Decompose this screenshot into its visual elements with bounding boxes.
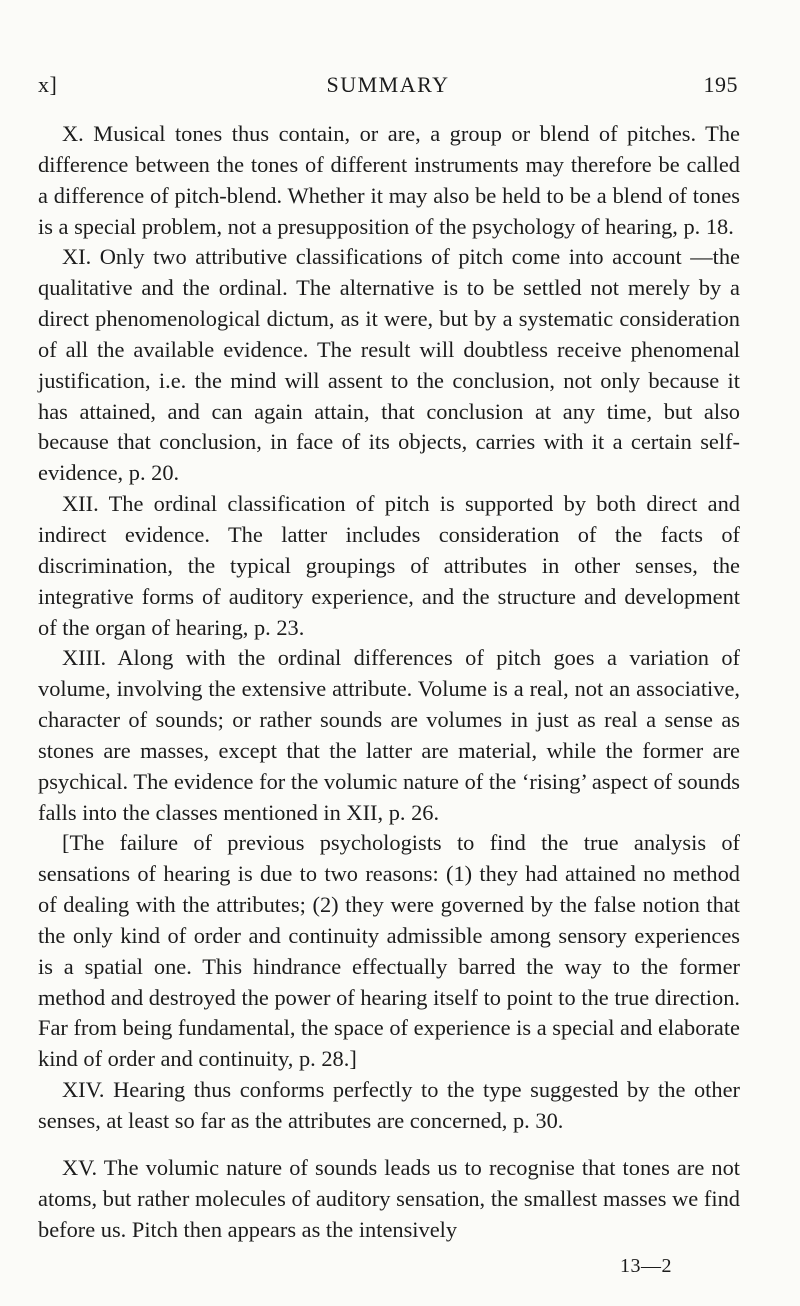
paragraph-bracketed-note: [The failure of previous psychologists to find the true analysis of sensations of hearing is due to two reasons: (1) they had attained no method of dealing with the attributes; (2) they were governed by the false notion that the only kind of order and continuity admissible among sensory experiences is a spatial one. This hindrance effectually barred the way to the former method and destroyed the power of hearing itself to point to the true direction. Far from being fundamental, the space of experience is a special and elaborate kind of order and continuity, p. 28.]: [38, 830, 740, 1072]
printer-signature-mark: 13—2: [620, 1255, 672, 1277]
running-title: SUMMARY: [326, 72, 450, 97]
paragraph-x: X. Musical tones thus contain, or are, a group or blend of pitches. The difference between the tones of different instruments may therefore be called a difference of pitch-blend. Whether it may also be held to be a blend of tones is a special problem, not a presupposition of the psychology of hearing, p. 18.: [38, 121, 740, 239]
page-number: 195: [703, 72, 738, 97]
paragraph-xiv: XIV. Hearing thus conforms perfectly to the type suggested by the other senses, at least so far as the attributes are concerned, p. 30.: [38, 1077, 740, 1133]
summary-text: [38, 119, 740, 1245]
paragraph-xii: XII. The ordinal classification of pitch is supported by both direct and indirect evidence. The latter includes consideration of the facts of discrimination, the typical groupings of attributes in other senses, the integrative forms of auditory experience, and the structure and development of the organ of hearing, p. 23.: [38, 491, 740, 640]
paragraph-xiii: XIII. Along with the ordinal differences of pitch goes a variation of volume, involving the extensive attribute. Volume is a real, not an associative, character of sounds; or rather sounds are volumes in just as real a sense as stones are masses, except that the latter are material, while the former are psychical. The evidence for the volumic nature of the ‘rising’ aspect of sounds falls into the classes mentioned in XII, p. 26.: [38, 645, 740, 825]
paragraph-xv: XV. The volumic nature of sounds leads us to recognise that tones are not atoms, but rather molecules of auditory sensation, the smallest masses we find before us. Pitch then appears as the intensively: [38, 1154, 740, 1242]
running-header: [38, 72, 738, 102]
chapter-marker: x]: [38, 72, 58, 97]
paragraph-xi: XI. Only two attributive classifications of pitch come into account —the qualitative and the ordinal. The alternative is to be settled not merely by a direct phenomenological dictum, as it were, but by a systematic consideration of all the available evidence. The result will doubtless receive phenomenal justification, i.e. the mind will assent to the conclusion, not only because it has attained, and can again attain, that conclusion at any time, but also because that conclusion, in face of its objects, carries with it a certain self-evidence, p. 20.: [38, 244, 740, 486]
